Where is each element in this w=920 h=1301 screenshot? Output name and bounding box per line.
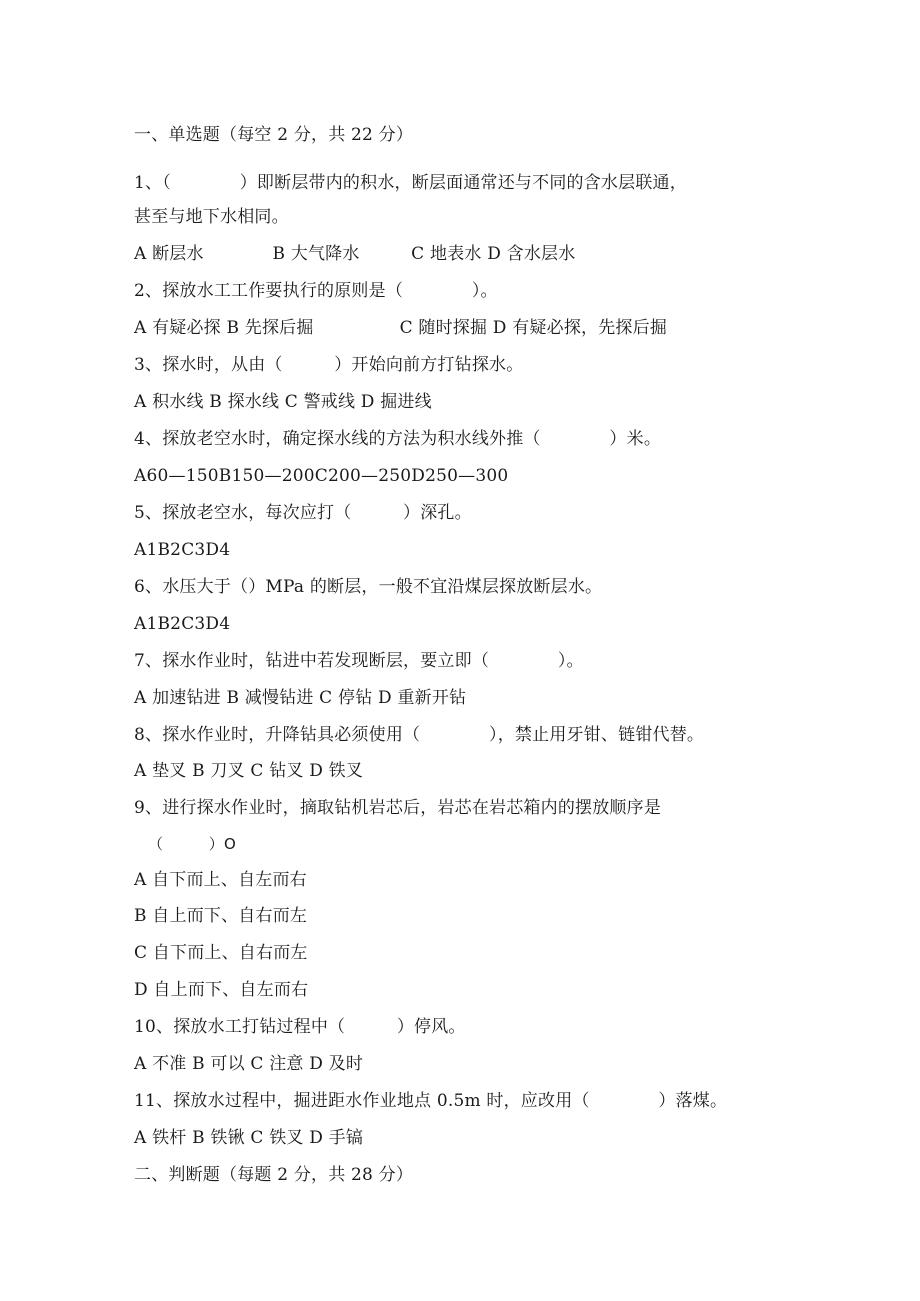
question-9-option-d: D 自上而下、自左而右	[134, 980, 309, 1000]
question-1-options: A 断层水 B 大气降水 C 地表水 D 含水层水	[134, 244, 576, 264]
question-6-options: A1B2C3D4	[134, 614, 231, 634]
question-3-options: A 积水线 B 探水线 C 警戒线 D 掘进线	[134, 392, 432, 412]
question-10-stem: 10、探放水工打钻过程中（ ）停风。	[134, 1017, 466, 1037]
question-1-stem-continued: 甚至与地下水相同。	[134, 207, 289, 227]
question-7-options: A 加速钻进 B 减慢钻进 C 停钻 D 重新开钻	[134, 688, 467, 708]
question-9-stem: 9、进行探水作业时，摘取钻机岩芯后，岩芯在岩芯箱内的摆放顺序是	[134, 798, 662, 818]
question-3-stem: 3、探水时，从由（ ）开始向前方打钻探水。	[134, 355, 524, 375]
question-9-blank-parens: （ ）	[148, 835, 225, 853]
question-9-blank	[148, 833, 236, 855]
question-2-stem: 2、探放水工工作要执行的原则是（ ）。	[134, 281, 498, 301]
question-4-options: A60—150B150—200C200—250D250—300	[134, 466, 509, 486]
question-2-options: A 有疑必探 B 先探后掘 C 随时探掘 D 有疑必探，先探后掘	[134, 318, 668, 338]
question-4-stem: 4、探放老空水时，确定探水线的方法为积水线外推（ ）米。	[134, 429, 662, 449]
question-5-options: A1B2C3D4	[134, 540, 231, 560]
question-11-stem: 11、探放水过程中，掘进距水作业地点 0.5m 时，应改用（ ）落煤。	[134, 1091, 728, 1111]
section-heading-true-false: 二、判断题（每题 2 分，共 28 分）	[134, 1165, 414, 1185]
question-7-stem: 7、探水作业时，钻进中若发现断层，要立即（ ）。	[134, 651, 584, 671]
question-8-stem: 8、探水作业时，升降钻具必须使用（ ），禁止用牙钳、链钳代替。	[134, 725, 705, 745]
question-8-options: A 垫叉 B 刀叉 C 钻叉 D 铁叉	[134, 761, 364, 781]
question-1-stem: 1、（ ）即断层带内的积水，断层面通常还与不同的含水层联通，	[134, 173, 687, 193]
question-9-blank-suffix: O	[224, 835, 237, 853]
question-9-option-a: A 自下而上、自左而右	[134, 870, 307, 890]
question-9-option-c: C 自下而上、自右而左	[134, 943, 308, 963]
question-10-options: A 不准 B 可以 C 注意 D 及时	[134, 1054, 364, 1074]
section-heading-single-choice: 一、单选题（每空 2 分，共 22 分）	[134, 125, 414, 145]
question-6-stem: 6、水压大于（）MPa 的断层，一般不宜沿煤层探放断层水。	[134, 577, 603, 597]
question-5-stem: 5、探放老空水，每次应打（ ）深孔。	[134, 503, 472, 523]
question-9-option-b: B 自上而下、自右而左	[134, 906, 308, 926]
question-11-options: A 铁杆 B 铁锹 C 铁叉 D 手镐	[134, 1128, 364, 1148]
